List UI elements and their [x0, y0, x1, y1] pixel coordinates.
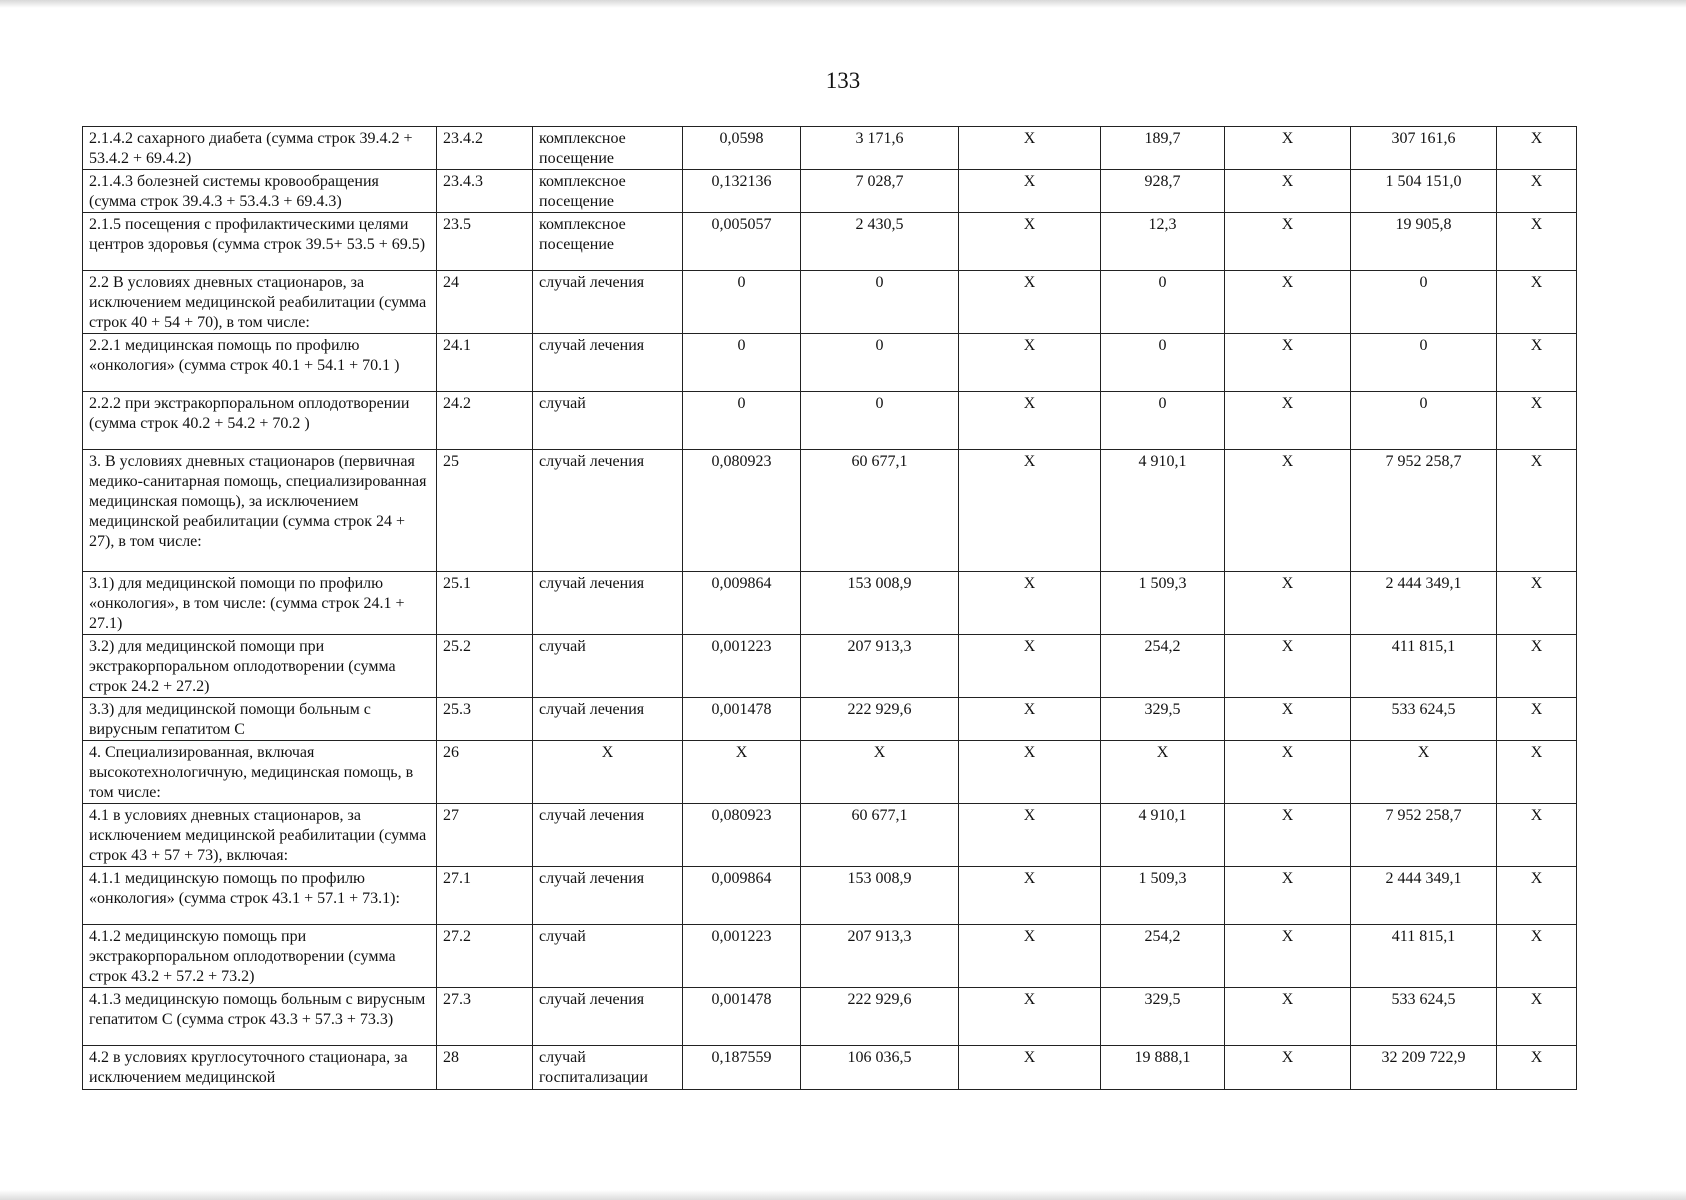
table-row: [83, 392, 1577, 450]
cell-name: 4.1.1 медицинскую помощь по профилю «онкология» (сумма строк 43.1 + 57.1 + 73.1):: [83, 867, 437, 925]
cell-x-mark: X: [959, 804, 1101, 867]
cell-unit: случай лечения: [533, 271, 683, 334]
cell-norm: 0: [683, 392, 801, 450]
cell-x-mark: X: [959, 271, 1101, 334]
cell-total: 411 815,1: [1351, 925, 1497, 988]
cell-x-mark: X: [959, 392, 1101, 450]
cell-row-number: 23.4.2: [437, 127, 533, 170]
cell-row-number: 24: [437, 271, 533, 334]
cell-norm: 0,009864: [683, 572, 801, 635]
cell-row-number: 27.2: [437, 925, 533, 988]
cell-cost: 207 913,3: [801, 635, 959, 698]
cell-name: 4.1 в условиях дневных стационаров, за исключением медицинской реабилитации (сумма строк 43 + 57 + 73), включая:: [83, 804, 437, 867]
scan-edge-top: [0, 0, 1686, 8]
cell-name: 3.2) для медицинской помощи при экстракорпоральном оплодотворении (сумма строк 24.2 + 27.2): [83, 635, 437, 698]
cell-norm: X: [683, 741, 801, 804]
cell-unit: случай: [533, 392, 683, 450]
cell-norm: 0: [683, 271, 801, 334]
cell-x-mark: X: [1497, 572, 1577, 635]
cell-x-mark: X: [959, 213, 1101, 271]
cell-name: 2.2 В условиях дневных стационаров, за исключением медицинской реабилитации (сумма строк 40 + 54 + 70), в том числе:: [83, 271, 437, 334]
cell-unit: случай лечения: [533, 804, 683, 867]
cell-x-mark: X: [1497, 170, 1577, 213]
cell-norm: 0,001478: [683, 698, 801, 741]
cell-total: 307 161,6: [1351, 127, 1497, 170]
cell-name: 2.1.4.2 сахарного диабета (сумма строк 39.4.2 + 53.4.2 + 69.4.2): [83, 127, 437, 170]
cell-x-mark: X: [1497, 1046, 1577, 1090]
cell-total: 7 952 258,7: [1351, 450, 1497, 572]
cell-name: 3.3) для медицинской помощи больным с вирусным гепатитом С: [83, 698, 437, 741]
cell-x-mark: X: [1225, 392, 1351, 450]
cell-x-mark: X: [959, 170, 1101, 213]
cell-total: 1 504 151,0: [1351, 170, 1497, 213]
cell-norm: 0: [683, 334, 801, 392]
cell-cost: 106 036,5: [801, 1046, 959, 1090]
cell-unit: комплексное посещение: [533, 127, 683, 170]
cell-norm: 0,009864: [683, 867, 801, 925]
cell-row-number: 23.4.3: [437, 170, 533, 213]
cell-total: 533 624,5: [1351, 698, 1497, 741]
cell-name: 2.2.1 медицинская помощь по профилю «онкология» (сумма строк 40.1 + 54.1 + 70.1 ): [83, 334, 437, 392]
cell-x-mark: X: [959, 450, 1101, 572]
cell-row-number: 23.5: [437, 213, 533, 271]
cell-per-capita: 19 888,1: [1101, 1046, 1225, 1090]
cell-x-mark: X: [1225, 271, 1351, 334]
cell-per-capita: 1 509,3: [1101, 867, 1225, 925]
table-row: [83, 988, 1577, 1046]
cell-unit: случай лечения: [533, 334, 683, 392]
cell-x-mark: X: [959, 925, 1101, 988]
cell-name: 4.1.3 медицинскую помощь больным с вирусным гепатитом С (сумма строк 43.3 + 57.3 + 73.3): [83, 988, 437, 1046]
cell-x-mark: X: [959, 698, 1101, 741]
cell-total: 0: [1351, 271, 1497, 334]
cell-norm: 0,187559: [683, 1046, 801, 1090]
cell-row-number: 24.1: [437, 334, 533, 392]
cell-x-mark: X: [1497, 392, 1577, 450]
cell-per-capita: 0: [1101, 271, 1225, 334]
table-row: [83, 925, 1577, 988]
cell-unit: случай лечения: [533, 572, 683, 635]
cell-total: X: [1351, 741, 1497, 804]
cell-norm: 0,005057: [683, 213, 801, 271]
cell-cost: 60 677,1: [801, 804, 959, 867]
table-row: [83, 334, 1577, 392]
table-row: [83, 635, 1577, 698]
cell-x-mark: X: [959, 635, 1101, 698]
cell-name: 3.1) для медицинской помощи по профилю «онкология», в том числе: (сумма строк 24.1 + 27.1): [83, 572, 437, 635]
cell-per-capita: X: [1101, 741, 1225, 804]
cell-x-mark: X: [1497, 334, 1577, 392]
cell-cost: 3 171,6: [801, 127, 959, 170]
cell-x-mark: X: [1497, 988, 1577, 1046]
cell-unit: комплексное посещение: [533, 213, 683, 271]
cell-total: 0: [1351, 392, 1497, 450]
cell-x-mark: X: [1225, 988, 1351, 1046]
cell-x-mark: X: [1497, 127, 1577, 170]
cell-cost: 7 028,7: [801, 170, 959, 213]
cell-norm: 0,080923: [683, 450, 801, 572]
cell-x-mark: X: [959, 1046, 1101, 1090]
page-number: 133: [825, 68, 861, 93]
cell-per-capita: 4 910,1: [1101, 450, 1225, 572]
cell-x-mark: X: [1225, 127, 1351, 170]
cell-x-mark: X: [1225, 572, 1351, 635]
cell-x-mark: X: [959, 741, 1101, 804]
cell-x-mark: X: [1225, 804, 1351, 867]
cell-cost: 2 430,5: [801, 213, 959, 271]
cell-per-capita: 12,3: [1101, 213, 1225, 271]
cell-unit: случай лечения: [533, 450, 683, 572]
cell-total: 0: [1351, 334, 1497, 392]
cell-unit: случай лечения: [533, 867, 683, 925]
cell-per-capita: 329,5: [1101, 988, 1225, 1046]
cell-norm: 0,001478: [683, 988, 801, 1046]
cell-row-number: 28: [437, 1046, 533, 1090]
table-row: [83, 804, 1577, 867]
cell-row-number: 27.3: [437, 988, 533, 1046]
cell-x-mark: X: [1225, 925, 1351, 988]
cell-x-mark: X: [1497, 698, 1577, 741]
table-row: [83, 271, 1577, 334]
cell-row-number: 25.3: [437, 698, 533, 741]
cell-row-number: 27: [437, 804, 533, 867]
cell-x-mark: X: [1497, 635, 1577, 698]
cell-total: 19 905,8: [1351, 213, 1497, 271]
cell-unit: X: [533, 741, 683, 804]
cell-x-mark: X: [959, 334, 1101, 392]
cell-x-mark: X: [1225, 1046, 1351, 1090]
cell-per-capita: 189,7: [1101, 127, 1225, 170]
cell-unit: случай: [533, 925, 683, 988]
cell-cost: 60 677,1: [801, 450, 959, 572]
cell-x-mark: X: [1497, 271, 1577, 334]
cell-row-number: 24.2: [437, 392, 533, 450]
cell-total: 7 952 258,7: [1351, 804, 1497, 867]
cell-x-mark: X: [1497, 741, 1577, 804]
cell-cost: 222 929,6: [801, 988, 959, 1046]
cell-unit: случай: [533, 635, 683, 698]
cell-name: 2.2.2 при экстракорпоральном оплодотворении (сумма строк 40.2 + 54.2 + 70.2 ): [83, 392, 437, 450]
cell-x-mark: X: [959, 572, 1101, 635]
cell-x-mark: X: [959, 867, 1101, 925]
cell-cost: 0: [801, 392, 959, 450]
cell-norm: 0,001223: [683, 925, 801, 988]
scan-edge-bottom: [0, 1190, 1686, 1200]
table-row: [83, 127, 1577, 170]
table-row: [83, 213, 1577, 271]
cell-norm: 0,132136: [683, 170, 801, 213]
table-row: [83, 741, 1577, 804]
cell-per-capita: 329,5: [1101, 698, 1225, 741]
cell-name: 2.1.5 посещения с профилактическими целями центров здоровья (сумма строк 39.5+ 53.5 + 69.5): [83, 213, 437, 271]
cell-total: 32 209 722,9: [1351, 1046, 1497, 1090]
cell-name: 2.1.4.3 болезней системы кровообращения (сумма строк 39.4.3 + 53.4.3 + 69.4.3): [83, 170, 437, 213]
cell-x-mark: X: [959, 127, 1101, 170]
data-table: [82, 126, 1577, 1090]
cell-name: 3. В условиях дневных стационаров (первичная медико-санитарная помощь, специализированная медицинская помощь), за исключением медицинской реабилитации (сумма строк 24 + 27), в том числе:: [83, 450, 437, 572]
cell-norm: 0,001223: [683, 635, 801, 698]
cell-x-mark: X: [1225, 170, 1351, 213]
cell-name: 4. Специализированная, включая высокотехнологичную, медицинская помощь, в том числе:: [83, 741, 437, 804]
table-row: [83, 867, 1577, 925]
cell-x-mark: X: [1225, 334, 1351, 392]
cell-total: 533 624,5: [1351, 988, 1497, 1046]
cell-name: 4.1.2 медицинскую помощь при экстракорпоральном оплодотворении (сумма строк 43.2 + 57.2 + 73.2): [83, 925, 437, 988]
cell-cost: 153 008,9: [801, 572, 959, 635]
cell-row-number: 25.1: [437, 572, 533, 635]
cell-x-mark: X: [1225, 741, 1351, 804]
cell-cost: X: [801, 741, 959, 804]
cell-cost: 0: [801, 334, 959, 392]
cell-x-mark: X: [1225, 635, 1351, 698]
cell-total: 411 815,1: [1351, 635, 1497, 698]
cell-x-mark: X: [1225, 450, 1351, 572]
table-body: [83, 127, 1577, 1090]
table-row: [83, 450, 1577, 572]
cell-x-mark: X: [1497, 213, 1577, 271]
cell-cost: 207 913,3: [801, 925, 959, 988]
cell-per-capita: 0: [1101, 334, 1225, 392]
cell-x-mark: X: [1497, 925, 1577, 988]
cell-x-mark: X: [959, 988, 1101, 1046]
cell-per-capita: 0: [1101, 392, 1225, 450]
table-row: [83, 572, 1577, 635]
cell-row-number: 26: [437, 741, 533, 804]
cell-per-capita: 928,7: [1101, 170, 1225, 213]
cell-x-mark: X: [1225, 698, 1351, 741]
table-row: [83, 1046, 1577, 1090]
cell-unit: случай лечения: [533, 988, 683, 1046]
cell-norm: 0,0598: [683, 127, 801, 170]
cell-per-capita: 254,2: [1101, 925, 1225, 988]
cell-row-number: 25: [437, 450, 533, 572]
cell-x-mark: X: [1497, 450, 1577, 572]
cell-unit: случай госпитализации: [533, 1046, 683, 1090]
table-row: [83, 170, 1577, 213]
cell-unit: комплексное посещение: [533, 170, 683, 213]
cell-per-capita: 254,2: [1101, 635, 1225, 698]
cell-row-number: 25.2: [437, 635, 533, 698]
cell-name: 4.2 в условиях круглосуточного стационара, за исключением медицинской: [83, 1046, 437, 1090]
cell-x-mark: X: [1497, 867, 1577, 925]
cell-total: 2 444 349,1: [1351, 867, 1497, 925]
cell-total: 2 444 349,1: [1351, 572, 1497, 635]
cell-per-capita: 1 509,3: [1101, 572, 1225, 635]
cell-row-number: 27.1: [437, 867, 533, 925]
cell-x-mark: X: [1497, 804, 1577, 867]
cell-cost: 222 929,6: [801, 698, 959, 741]
cell-norm: 0,080923: [683, 804, 801, 867]
cell-per-capita: 4 910,1: [1101, 804, 1225, 867]
cell-unit: случай лечения: [533, 698, 683, 741]
cell-x-mark: X: [1225, 213, 1351, 271]
cell-cost: 153 008,9: [801, 867, 959, 925]
table-row: [83, 698, 1577, 741]
cell-cost: 0: [801, 271, 959, 334]
cell-x-mark: X: [1225, 867, 1351, 925]
